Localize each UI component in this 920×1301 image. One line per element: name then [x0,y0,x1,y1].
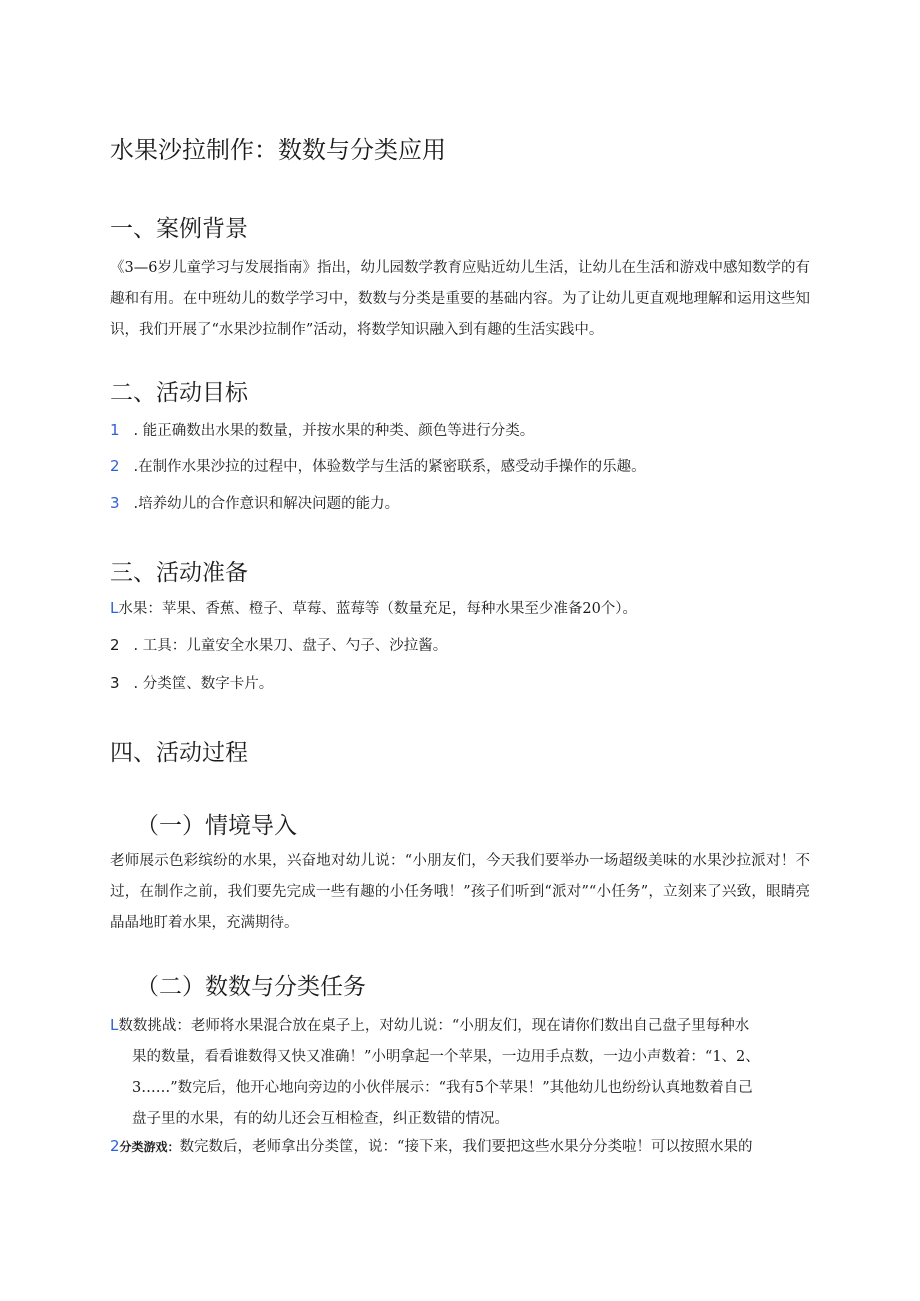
prep-number: L [110,599,119,617]
goal-item-3 [110,493,810,514]
subheading-task: （二）数数与分类任务 [136,974,366,1000]
prep-text: 水果：苹果、香蕉、橙子、草莓、蓝莓等（数量充足，每种水果至少准备20个）。 [118,601,638,617]
task-item-1-line: 盘子里的水果，有的幼儿还会互相检查，纠正数错的情况。 [132,1111,509,1127]
goal-item-1 [110,420,810,441]
prep-text: . 工具：儿童安全水果刀、盘子、勺子、沙拉酱。 [133,638,448,654]
goal-number: 1 [110,421,120,439]
heading-preparation: 三、活动准备 [110,560,248,586]
task-item-1 [110,1010,810,1135]
task-item-1-line: 果的数量，看看谁数得又快又准确！”小明拿起一个苹果，一边用手点数，一边小声数着：“1、2、 [132,1049,760,1065]
goal-text: . 能正确数出水果的数量，并按水果的种类、颜色等进行分类。 [133,423,535,439]
background-paragraph: 《3—6岁儿童学习与发展指南》指出，幼儿园数学教育应贴近幼儿生活，让幼儿在生活和游戏中感知数学的有趣和有用。在中班幼儿的数学学习中，数数与分类是重要的基础内容。为了让幼儿更直观地理解和运用这些知识，我们开展了“水果沙拉制作”活动，将数学知识融入到有趣的生活实践中。 [110,260,810,338]
heading-process: 四、活动过程 [110,740,248,766]
task-label: 分类游戏： [119,1140,180,1154]
task-item-1-line: 3……”数完后，他开心地向旁边的小伙伴展示：“我有5个苹果！”其他幼儿也纷纷认真地数着自己 [132,1080,753,1096]
goal-text: .在制作水果沙拉的过程中，体验数学与生活的紧密联系，感受动手操作的乐趣。 [133,459,646,475]
task-item-1-line: L数数挑战：老师将水果混合放在桌子上，对幼儿说：“小朋友们，现在请你们数出自己盘子里每种水 [110,1010,810,1042]
task-item-2 [110,1136,810,1157]
prep-item-2 [110,635,810,656]
task-text: 数完数后，老师拿出分类筐，说：“接下来，我们要把这些水果分分类啦！可以按照水果的 [179,1139,753,1155]
document-title: 水果沙拉制作：数数与分类应用 [110,136,446,164]
prep-item-3 [110,673,810,694]
heading-goals: 二、活动目标 [110,380,248,406]
prep-item-1 [110,598,810,619]
goal-number: 3 [110,494,120,512]
goal-number: 2 [110,457,120,475]
prep-number: 2 [110,636,120,654]
task-number: L [110,1016,119,1034]
prep-number: 3 [110,674,120,692]
goal-text: .培养幼儿的合作意识和解决问题的能力。 [133,496,400,512]
intro-paragraph: 老师展示色彩缤纷的水果，兴奋地对幼儿说：“小朋友们，今天我们要举办一场超级美味的水果沙拉派对！不过，在制作之前，我们要先完成一些有趣的小任务哦！”孩子们听到“派对”“小任务”，立刻来了兴致，眼睛亮晶晶地盯着水果，充满期待。 [110,853,810,931]
task-number: 2 [110,1137,120,1155]
prep-text: . 分类筐、数字卡片。 [133,676,274,692]
heading-background: 一、案例背景 [110,216,248,242]
subheading-intro: （一）情境导入 [136,813,297,839]
goal-item-2 [110,456,810,477]
